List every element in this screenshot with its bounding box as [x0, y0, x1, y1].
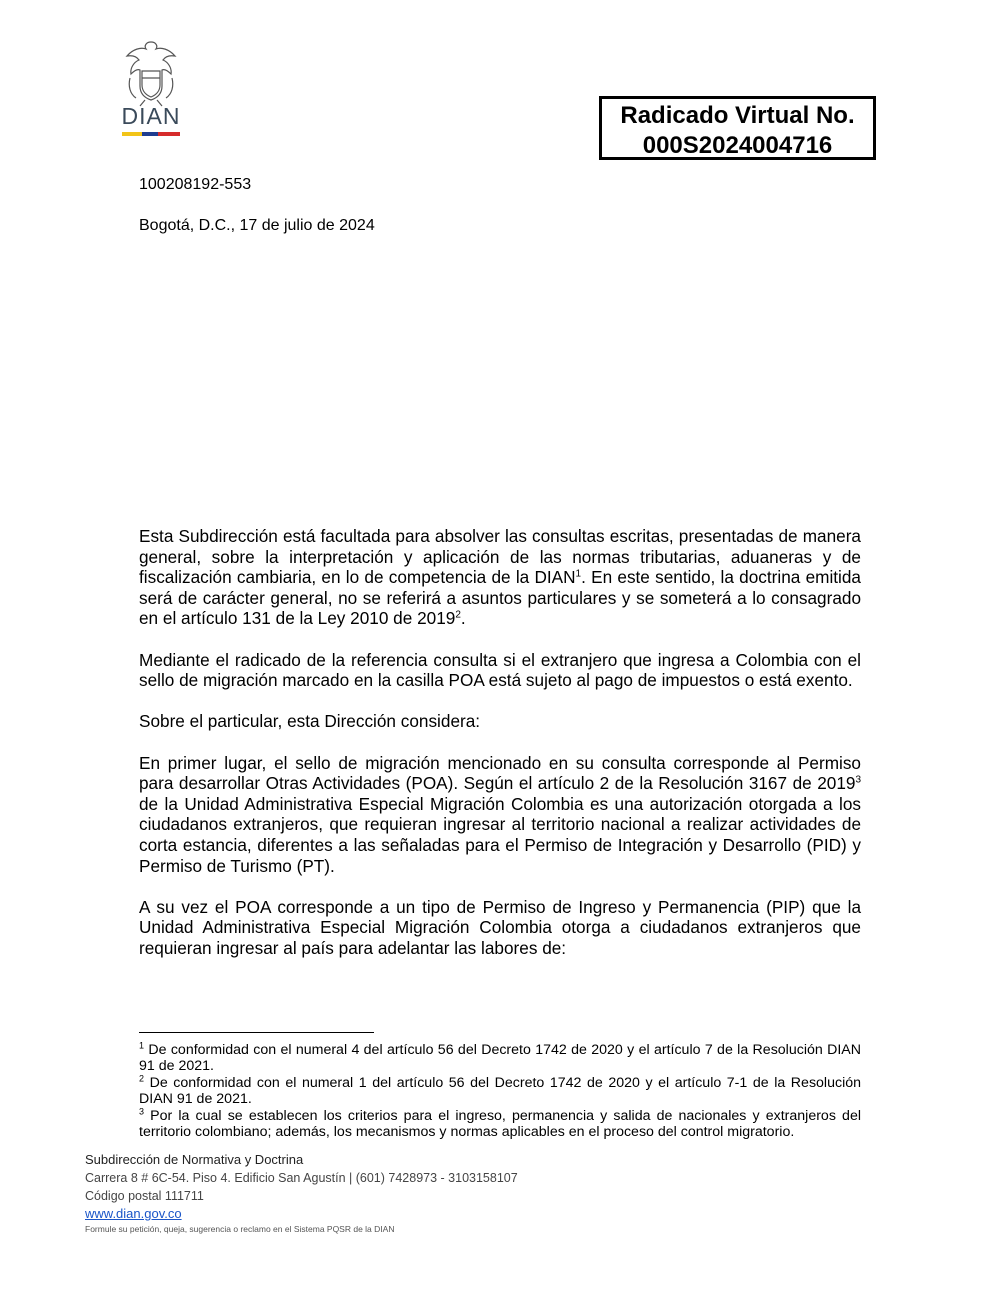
footnotes — [139, 1042, 861, 1140]
dian-logo — [100, 38, 202, 140]
footnote-1: $^1$ De conformidad con el numeral 4 del artículo 56 del Decreto 1742 de 2020 y el artículo 7 de la Resolución DIAN 91 de 2021. — [139, 1040, 861, 1075]
footnote-ref-2[interactable]: 2 — [455, 609, 461, 621]
radicado-number: 000S2024004716 — [642, 132, 833, 159]
footnote-3: $^3$ Por la cual se establecen los criterios para el ingreso, permanencia y salida de nacionales y extranjeros del territorio colombiano; además, los mecanismos y normas aplicables en el proceso del control migratorio. — [139, 1105, 861, 1141]
page-footer — [85, 1151, 518, 1235]
footnote-divider — [139, 1032, 374, 1033]
reference-number: 100208192-553 — [139, 176, 252, 193]
footer-postal: Código postal 111711 — [85, 1189, 204, 1203]
paragraph-poa-definition: En primer lugar, el sello de migración mencionado en su consulta corresponde al Permiso para desarrollar Otras Actividades (POA). Según el artículo 2 de la Resolución 3167 de 2019$^3$ de la Unidad Administrativa Especial Migración Colombia es una autorización otorgada a los ciudadanos extranjeros, que requieran ingresar al territorio nacional a realizar actividades de corta estancia, diferentes a las señaladas para el Permiso de Integración y Desarrollo (PID) y Permiso de Turismo (PT). — [139, 752, 861, 876]
paragraph-competence: Esta Subdirección está facultada para absolver las consultas escritas, presentadas de manera general, sobre la interpretación y aplicación de las normas tributarias, aduaneras y de fiscalización cambiaria, en lo de competencia de la DIAN$^1$. En este sentido, la doctrina emitida será de carácter general, no se referirá a asuntos particulares y se someterá a lo consagrado en el artículo 131 de la Ley 2010 de 2019$^2$. — [139, 526, 861, 629]
logo-wordmark: DIAN — [121, 103, 181, 129]
footer-office: Subdirección de Normativa y Doctrina — [85, 1152, 304, 1167]
footnote-ref-3[interactable]: 3 — [855, 774, 861, 786]
letter-body — [139, 526, 861, 979]
footer-pqsr: Formule su petición, queja, sugerencia o reclamo en el Sistema PQSR de la DIAN — [85, 1224, 395, 1234]
place-date: Bogotá, D.C., 17 de julio de 2024 — [139, 217, 375, 234]
radicado-title: Radicado Virtual No. — [620, 102, 855, 129]
footnote-ref-1[interactable]: 1 — [575, 568, 582, 580]
paragraph-query: Mediante el radicado de la referencia consulta si el extranjero que ingresa a Colombia con el sello de migración marcado en la casilla POA está sujeto al pago de impuestos o está exento. — [139, 649, 861, 691]
footer-address: Carrera 8 # 6C-54. Piso 4. Edificio San Agustín | (601) 7428973 - 3103158107 — [85, 1171, 518, 1185]
footnote-2: $^2$ De conformidad con el numeral 1 del artículo 56 del Decreto 1742 de 2020 y el artículo 7-1 de la Resolución DIAN 91 de 2021. — [139, 1073, 861, 1108]
paragraph-pip: A su vez el POA corresponde a un tipo de Permiso de Ingreso y Permanencia (PIP) que la Unidad Administrativa Especial Migración Colombia otorga a ciudadanos extranjeros que requieran ingresar al país para adelantar las labores de: — [139, 896, 861, 958]
coat-of-arms-icon — [100, 38, 202, 140]
paragraph-considers: Sobre el particular, esta Dirección considera: — [139, 711, 481, 732]
footer-website-link[interactable]: www.dian.gov.co — [85, 1206, 182, 1221]
radicado-box — [599, 96, 876, 160]
